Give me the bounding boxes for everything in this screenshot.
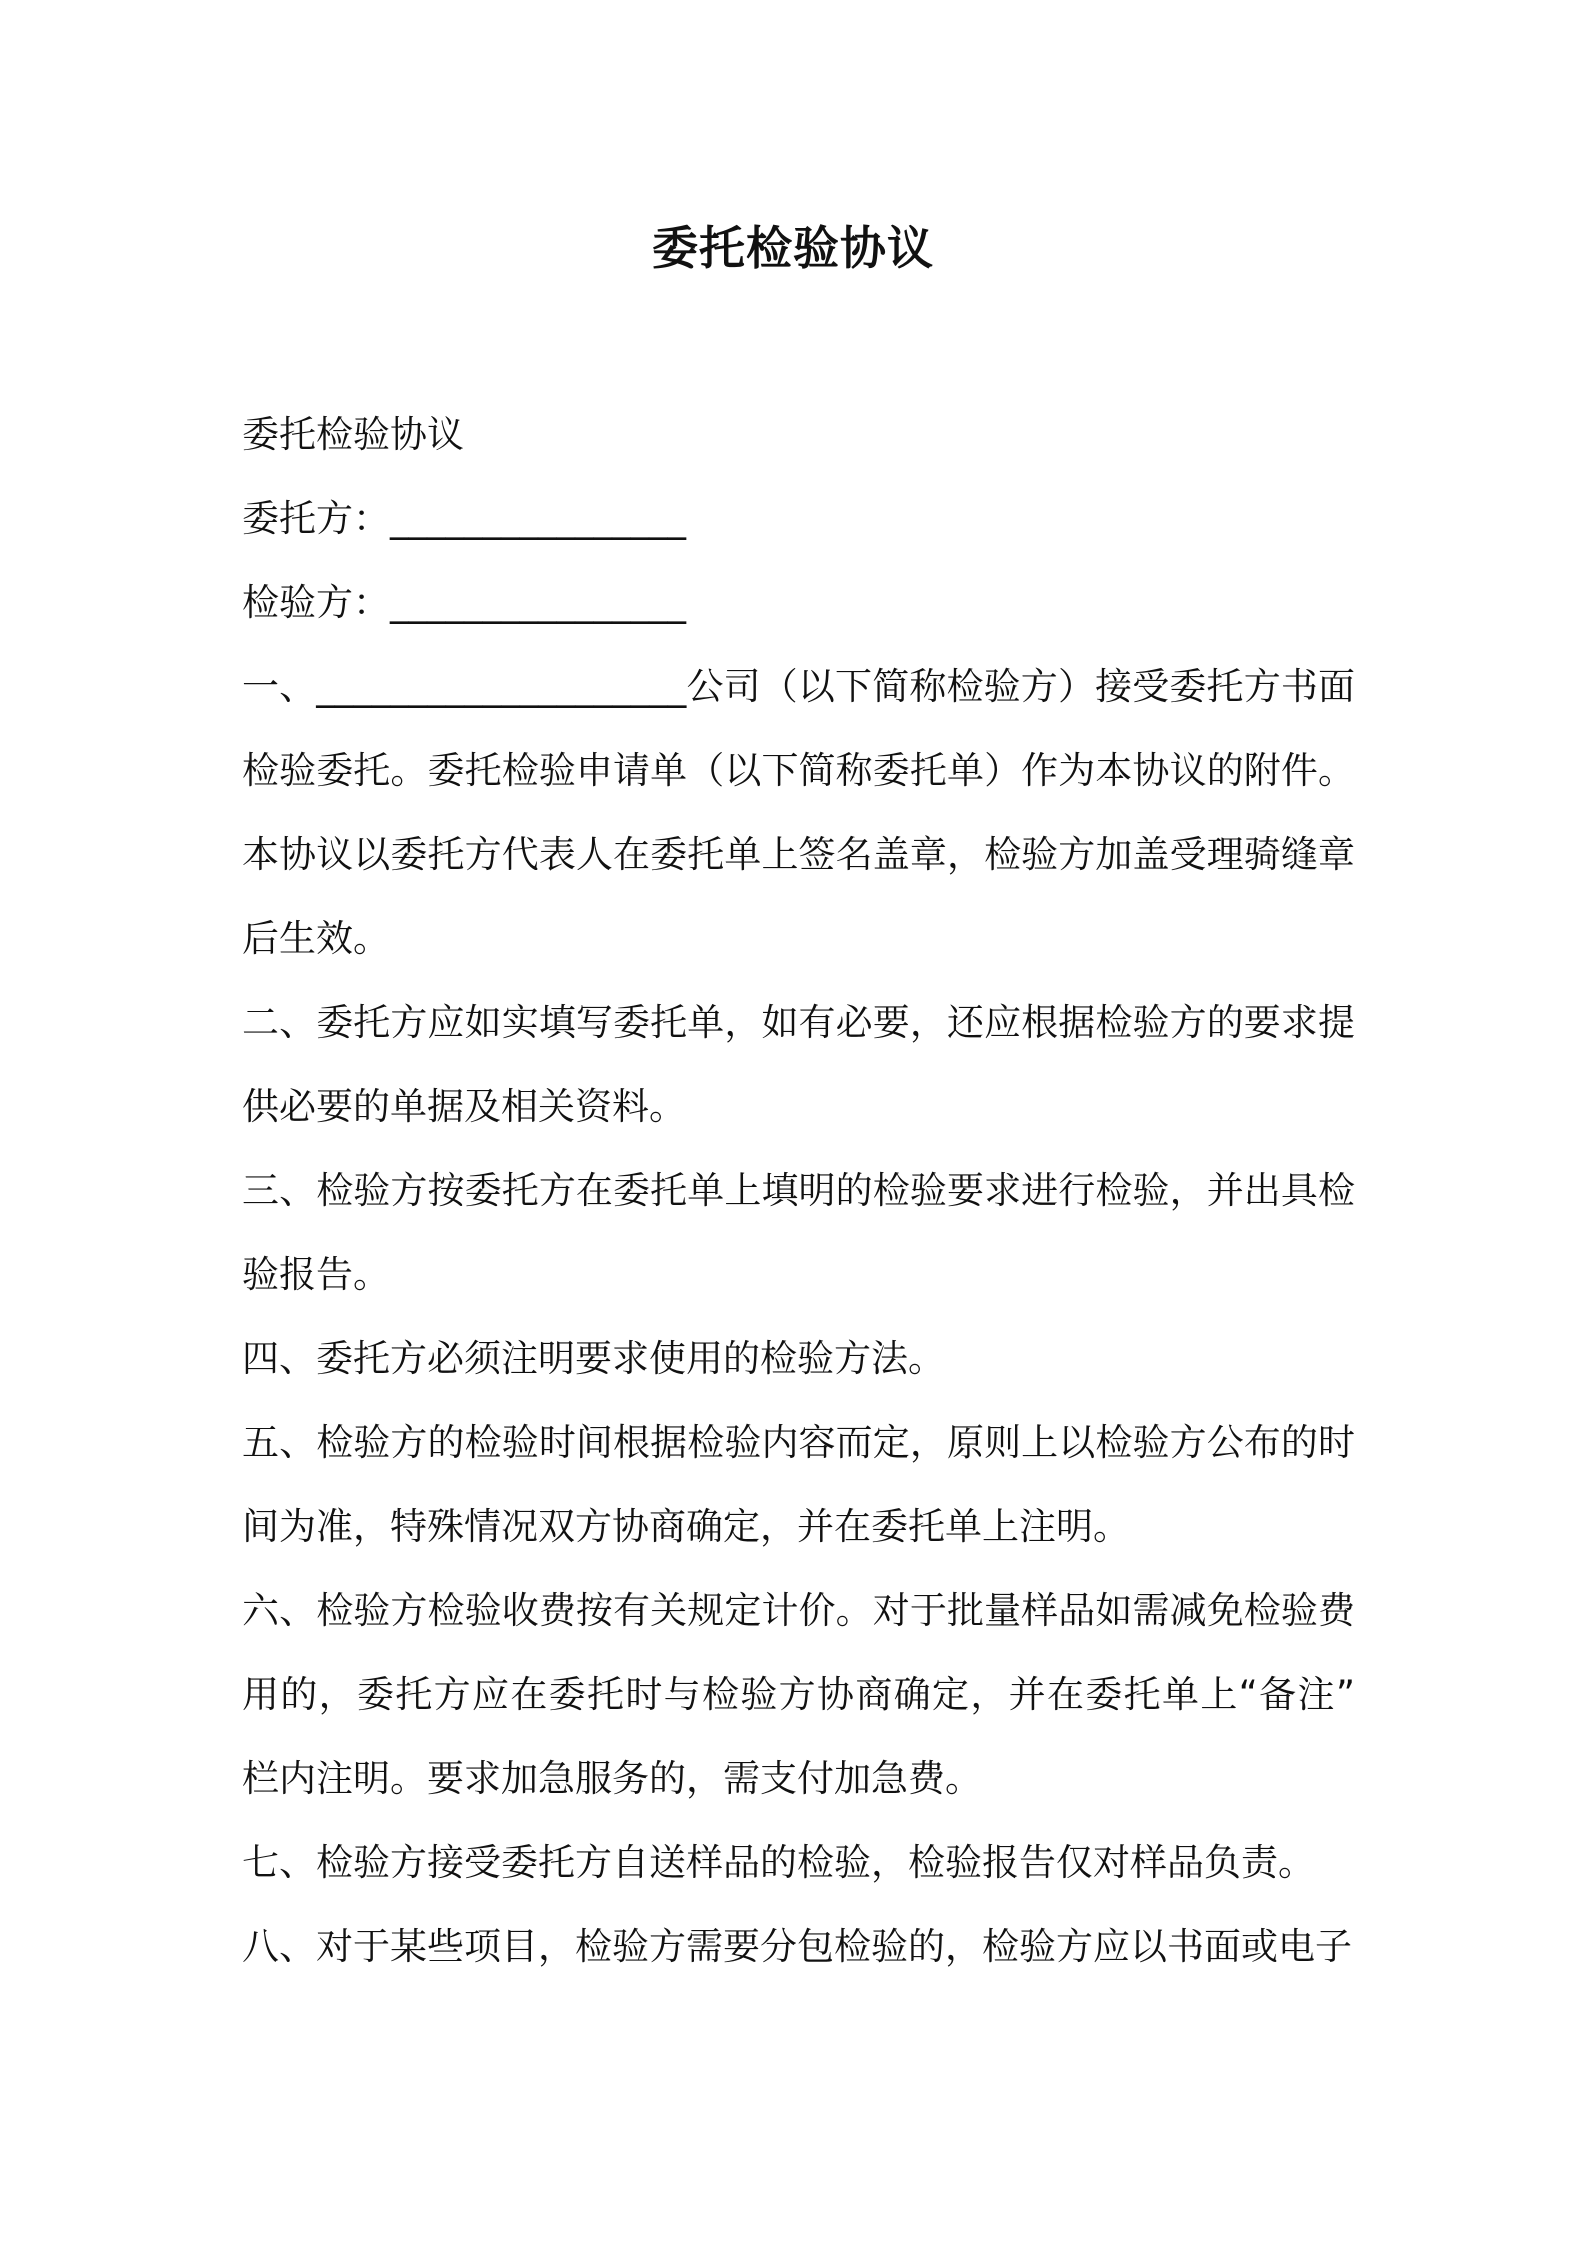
paragraph-line: 委托方：________________ — [242, 497, 686, 540]
clause-8 — [242, 1905, 1355, 1989]
paragraph-line: 六、检验方检验收费按有关规定计价。对于批量样品如需减免检验费 — [242, 1589, 1355, 1632]
paragraph-line: 后生效。 — [242, 917, 390, 960]
paragraph-line: 检验委托。委托检验申请单（以下简称委托单）作为本协议的附件。 — [242, 749, 1355, 792]
document-body — [242, 393, 1355, 1989]
paragraph-line: 栏内注明。要求加急服务的，需支付加急费。 — [242, 1757, 982, 1800]
page-title: 委托检验协议 — [652, 221, 934, 275]
paragraph-line: 二、委托方应如实填写委托单，如有必要，还应根据检验方的要求提 — [242, 1001, 1355, 1044]
paragraph-line: 本协议以委托方代表人在委托单上签名盖章，检验方加盖受理骑缝章 — [242, 833, 1355, 876]
paragraph-line: 用的，委托方应在委托时与检验方协商确定，并在委托单上“备注” — [242, 1673, 1355, 1716]
clause-4 — [242, 1317, 1355, 1401]
document-heading — [242, 393, 1355, 477]
clause-6 — [242, 1569, 1355, 1821]
paragraph-line: 八、对于某些项目，检验方需要分包检验的，检验方应以书面或电子 — [242, 1925, 1352, 1968]
paragraph-line: 供必要的单据及相关资料。 — [242, 1085, 686, 1128]
paragraph-line: 一、____________________公司（以下简称检验方）接受委托方书面 — [242, 665, 1355, 708]
clause-1 — [242, 645, 1355, 981]
paragraph-line: 五、检验方的检验时间根据检验内容而定，原则上以检验方公布的时 — [242, 1421, 1355, 1464]
clause-3 — [242, 1149, 1355, 1317]
paragraph-line: 验报告。 — [242, 1253, 390, 1296]
paragraph-line: 间为准，特殊情况双方协商确定，并在委托单上注明。 — [242, 1505, 1130, 1548]
entrusting-party-field — [242, 477, 1355, 561]
paragraph-line: 七、检验方接受委托方自送样品的检验，检验报告仅对样品负责。 — [242, 1841, 1315, 1884]
paragraph-line: 检验方：________________ — [242, 581, 686, 624]
paragraph-line: 四、委托方必须注明要求使用的检验方法。 — [242, 1337, 945, 1380]
clause-5 — [242, 1401, 1355, 1569]
clause-2 — [242, 981, 1355, 1149]
inspecting-party-field — [242, 561, 1355, 645]
clause-7 — [242, 1821, 1355, 1905]
paragraph-line: 委托检验协议 — [242, 413, 464, 456]
paragraph-line: 三、检验方按委托方在委托单上填明的检验要求进行检验，并出具检 — [242, 1169, 1355, 1212]
